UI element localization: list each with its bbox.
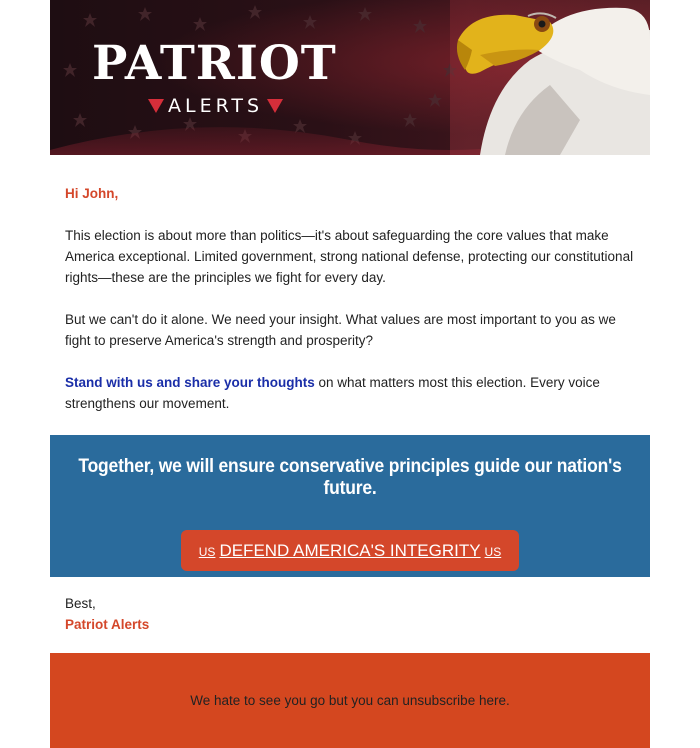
share-thoughts-link[interactable]: Stand with us and share your thoughts — [65, 375, 315, 390]
us-flag-icon: US — [484, 545, 502, 559]
brand-title: PATRIOT — [92, 36, 337, 91]
paragraph-values: This election is about more than politics—it's about safeguarding the core values that make America exceptional. Limited government, strong national defense, protecting our constitutional rights—these are the principles we fight for every day. — [65, 228, 634, 285]
alert-triangle-icon — [267, 99, 283, 113]
unsubscribe-link[interactable]: We hate to see you go but you can unsubscribe here. — [190, 693, 510, 708]
brand-subtitle: ALERTS — [168, 95, 264, 117]
brand-subtitle-row — [148, 95, 283, 117]
defend-america-button-label: DEFEND AMERICA'S INTEGRITY — [219, 541, 481, 560]
alert-triangle-icon — [148, 99, 164, 113]
cta-band — [50, 435, 650, 577]
signature: Patriot Alerts — [65, 617, 150, 632]
paragraph-call-to-share — [65, 372, 635, 414]
footer — [50, 653, 650, 748]
closing: Best, — [65, 596, 96, 611]
header-banner — [50, 0, 650, 155]
email-body — [50, 155, 650, 414]
us-flag-icon: US — [198, 545, 216, 559]
cta-headline: Together, we will ensure conservative principles guide our nation's future. — [78, 456, 622, 499]
bald-eagle-icon — [410, 0, 650, 155]
paragraph-insight: But we can't do it alone. We need your insight. What values are most important to you as we fight to preserve America's strength and prosperity? — [65, 312, 616, 348]
defend-america-button[interactable] — [181, 530, 519, 571]
greeting: Hi John, — [65, 186, 119, 201]
signoff — [50, 577, 650, 653]
paragraph-call-to-share-text: on what matters most this election. Every voice strengthens our movement. — [65, 375, 600, 411]
email-container — [50, 0, 650, 748]
